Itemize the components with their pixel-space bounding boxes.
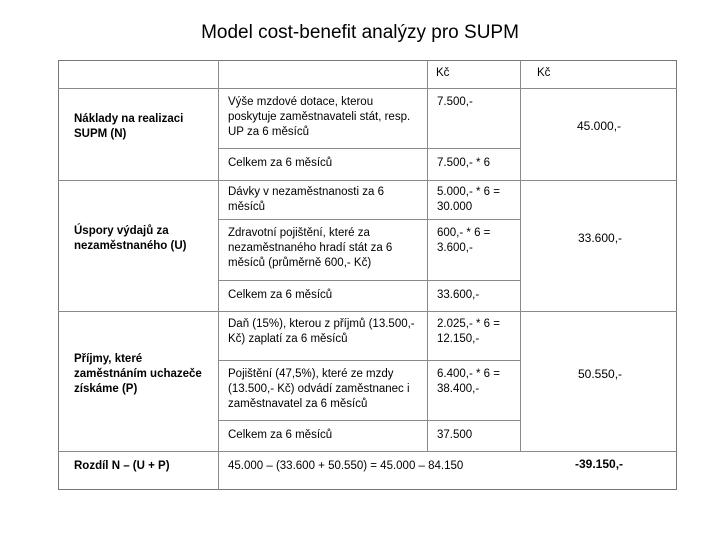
section-total: 50.550,- — [578, 367, 623, 381]
row-value: 37.500 — [437, 429, 473, 441]
row-value: 600,- * 6 = 3.600,- — [437, 227, 491, 254]
row-description: Daň (15%), kterou z příjmů (13.500,- Kč) zaplatí za 6 měsíců — [228, 318, 415, 345]
row-description: Celkem za 6 měsíců — [228, 429, 333, 441]
header-divider — [58, 88, 677, 89]
section-label: Náklady na realizaci SUPM (N) — [74, 113, 184, 140]
row-value: 5.000,- * 6 = 30.000 — [437, 186, 500, 213]
section-total: 45.000,- — [577, 119, 622, 133]
row-description: Zdravotní pojištění, které za nezaměstnaného hradí stát za 6 měsíců (průměrně 600,- Kč) — [228, 227, 393, 269]
row-description: Celkem za 6 měsíců — [228, 157, 333, 169]
row-value: 7.500,- — [437, 96, 473, 108]
row-value: 6.400,- * 6 = 38.400,- — [437, 368, 500, 395]
column-divider — [218, 60, 219, 490]
row-description: Výše mzdové dotace, kterou poskytuje zaměstnavateli stát, resp. UP za 6 měsíců — [228, 96, 411, 138]
row-value: 33.600,- — [437, 289, 480, 301]
row-description: Celkem za 6 měsíců — [228, 289, 333, 301]
row-value: 2.025,- * 6 = 12.150,- — [437, 318, 500, 345]
row-description: Dávky v nezaměstnanosti za 6 měsíců — [228, 186, 384, 213]
section-label: Úspory výdajů za nezaměstnaného (U) — [74, 225, 187, 252]
section-total: 33.600,- — [578, 231, 623, 245]
result-label: Rozdíl N – (U + P) — [74, 460, 170, 472]
header-currency: Kč — [436, 67, 450, 79]
column-divider — [427, 60, 428, 452]
row-divider — [218, 219, 520, 220]
page-title: Model cost-benefit analýzy pro SUPM — [201, 22, 519, 43]
column-divider — [520, 60, 521, 452]
row-divider — [218, 280, 520, 281]
row-divider — [218, 148, 520, 149]
section-divider — [58, 180, 677, 181]
header-currency: Kč — [537, 67, 551, 79]
result-formula: 45.000 – (33.600 + 50.550) = 45.000 – 84.150 — [228, 460, 464, 472]
row-divider — [218, 360, 520, 361]
section-label: Příjmy, které zaměstnáním uchazeče získáme (P) — [74, 353, 202, 395]
section-divider — [58, 451, 677, 452]
row-value: 7.500,- * 6 — [437, 157, 491, 169]
section-divider — [58, 311, 677, 312]
row-description: Pojištění (47,5%), které ze mzdy (13.500,- Kč) odvádí zaměstnanec i zaměstnavatel za 6 měsíců — [228, 368, 410, 410]
row-divider — [218, 420, 520, 421]
result-total: -39.150,- — [575, 457, 624, 471]
